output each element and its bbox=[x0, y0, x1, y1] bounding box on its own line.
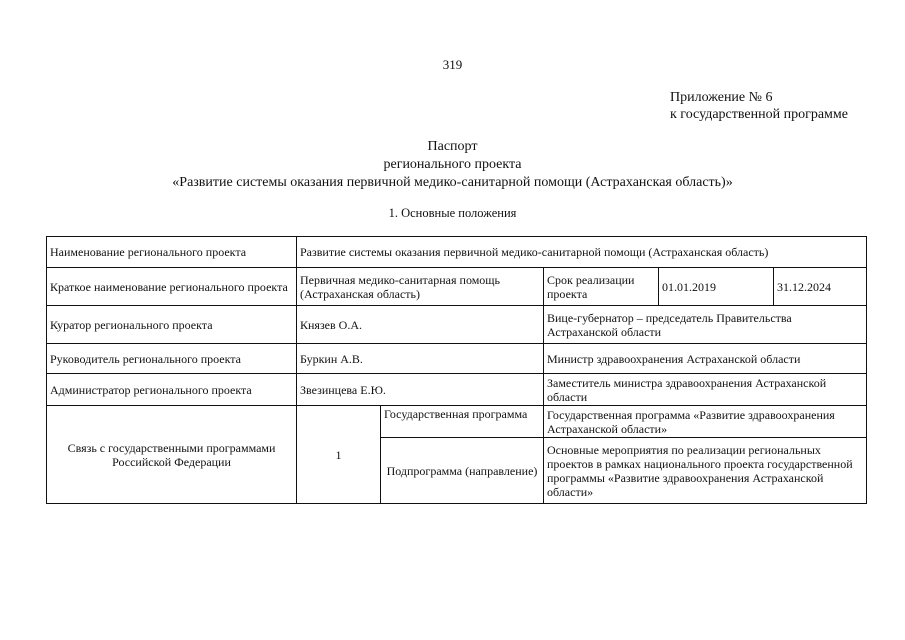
appendix-note bbox=[670, 89, 848, 123]
project-name-label: Наименование регионального проекта bbox=[47, 237, 297, 268]
table-row-project-name bbox=[47, 237, 867, 268]
head-position: Министр здравоохранения Астраханской области bbox=[544, 344, 867, 374]
head-name: Буркин А.В. bbox=[297, 344, 544, 374]
head-label: Руководитель регионального проекта bbox=[47, 344, 297, 374]
term-end: 31.12.2024 bbox=[774, 268, 867, 306]
curator-name: Князев О.А. bbox=[297, 306, 544, 344]
table-row-head bbox=[47, 344, 867, 374]
curator-label: Куратор регионального проекта bbox=[47, 306, 297, 344]
programs-link-label: Связь с государственными программами Российской Федерации bbox=[47, 406, 297, 504]
title-line-3: «Развитие системы оказания первичной медико-санитарной помощи (Астраханская область)» bbox=[172, 175, 733, 190]
appendix-line-2: к государственной программе bbox=[670, 107, 848, 122]
table-row-administrator bbox=[47, 374, 867, 406]
term-start: 01.01.2019 bbox=[659, 268, 774, 306]
term-label: Срок реализации проекта bbox=[544, 268, 659, 306]
curator-position: Вице-губернатор – председатель Правительства Астраханской области bbox=[544, 306, 867, 344]
table-row-short-name bbox=[47, 268, 867, 306]
administrator-position: Заместитель министра здравоохранения Астраханской области bbox=[544, 374, 867, 406]
document-title bbox=[0, 138, 905, 192]
subprogram-value: Основные мероприятия по реализации региональных проектов в рамках национального проекта государственной программы «Развитие здравоохранения Астраханской области» bbox=[544, 438, 867, 504]
administrator-label: Администратор регионального проекта bbox=[47, 374, 297, 406]
program-number: 1 bbox=[297, 406, 381, 504]
program-value: Государственная программа «Развитие здравоохранения Астраханской области» bbox=[544, 406, 867, 438]
program-label: Государственная программа bbox=[381, 406, 544, 438]
table-row-curator bbox=[47, 306, 867, 344]
page-number: 319 bbox=[442, 57, 463, 72]
title-line-1: Паспорт bbox=[427, 139, 478, 154]
section-heading: 1. Основные положения bbox=[388, 206, 517, 220]
project-name-value: Развитие системы оказания первичной медико-санитарной помощи (Астраханская область) bbox=[297, 237, 867, 268]
short-name-value: Первичная медико-санитарная помощь (Астраханская область) bbox=[297, 268, 544, 306]
table-row-program bbox=[47, 406, 867, 438]
passport-table bbox=[46, 236, 867, 504]
short-name-label: Краткое наименование регионального проекта bbox=[47, 268, 297, 306]
subprogram-label: Подпрограмма (направление) bbox=[381, 438, 544, 504]
title-line-2: регионального проекта bbox=[383, 157, 522, 172]
administrator-name: Звезинцева Е.Ю. bbox=[297, 374, 544, 406]
appendix-line-1: Приложение № 6 bbox=[670, 90, 773, 105]
